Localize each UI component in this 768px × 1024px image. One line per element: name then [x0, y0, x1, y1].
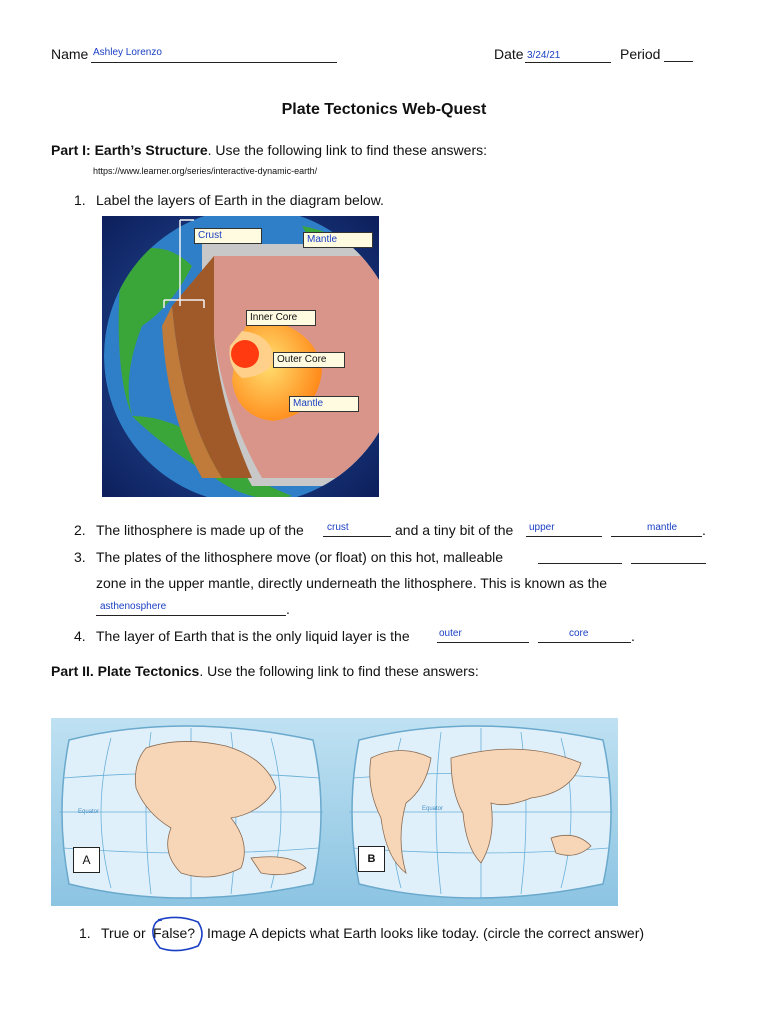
label-outer-core: Outer Core [273, 352, 345, 368]
q4-period: . [631, 628, 635, 644]
q3-answer: asthenosphere [100, 601, 167, 612]
q1-text: Label the layers of Earth in the diagram below. [96, 192, 384, 208]
q4-answer-1: outer [439, 628, 462, 639]
map-a-label: A [73, 847, 100, 873]
p2-q1-post: Image A depicts what Earth looks like today. (circle the correct answer) [207, 925, 645, 941]
q2-pre: The lithosphere is made up of the [96, 522, 304, 538]
map-b-equator-label: Equator [422, 806, 444, 812]
q2-blank-3[interactable] [611, 522, 702, 537]
label-crust: Crust [194, 228, 262, 244]
q4-answer-2: core [569, 628, 589, 639]
q2-answer-2: upper [529, 522, 555, 533]
page-title: Plate Tectonics Web-Quest [281, 101, 487, 118]
name-value: Ashley Lorenzo [93, 47, 162, 58]
part1-link[interactable]: https://www.learner.org/series/interactive-dynamic-earth/ [93, 166, 318, 176]
p2-q1-number: 1. [79, 925, 91, 941]
q3-line2: zone in the upper mantle, directly underneath the lithosphere. This is known as the [96, 575, 608, 591]
q2-answer-1: crust [327, 522, 349, 533]
label-mantle-bottom: Mantle [289, 396, 359, 412]
part1-heading [51, 141, 487, 159]
q2-mid: and a tiny bit of the [395, 522, 514, 538]
label-mantle-top: Mantle [303, 232, 373, 248]
part1-instruction: . Use the following link to find these answers: [207, 142, 488, 158]
q4-blank-1[interactable] [437, 628, 529, 643]
label-inner-core: Inner Core [246, 310, 316, 326]
q3-line1: The plates of the lithosphere move (or float) on this hot, malleable [96, 549, 503, 565]
part2-heading [51, 662, 479, 680]
q2-blank-1[interactable] [323, 522, 391, 537]
q3-blank-3[interactable] [96, 601, 286, 616]
q4-blank-2[interactable] [538, 628, 631, 643]
q4-number: 4. [74, 628, 86, 644]
q1-number: 1. [74, 192, 86, 208]
handwritten-circle [148, 914, 206, 954]
q3-blank-2[interactable] [631, 549, 706, 564]
map-b-label: B [358, 846, 385, 872]
p2-q1-circled[interactable]: False? [153, 925, 196, 941]
part2-heading-text: Part II. Plate Tectonics [51, 663, 200, 679]
name-label: Name [51, 46, 89, 62]
part2-instruction: . Use the following link to find these answers: [199, 663, 479, 679]
q3-number: 3. [74, 549, 86, 565]
q4-pre: The layer of Earth that is the only liquid layer is the [96, 628, 410, 644]
map-b [349, 726, 613, 898]
pangaea-maps-image [51, 718, 618, 906]
part1-heading-text: Part I: Earth’s Structure [51, 142, 208, 158]
map-a-equator-label: Equator [78, 809, 100, 815]
maps-svg [51, 718, 618, 906]
q3-period: . [286, 601, 290, 617]
q2-blank-2[interactable] [526, 522, 602, 537]
q2-answer-3: mantle [647, 522, 678, 533]
p2-q1-pre: True or [101, 925, 146, 941]
date-field[interactable] [525, 47, 611, 63]
period-label: Period [620, 46, 661, 62]
q2-period: . [702, 522, 706, 538]
name-field[interactable] [91, 47, 337, 63]
q2-number: 2. [74, 522, 86, 538]
period-field[interactable] [664, 47, 693, 62]
q3-blank-1[interactable] [538, 549, 622, 564]
date-value: 3/24/21 [527, 50, 561, 61]
date-label: Date [494, 46, 524, 62]
